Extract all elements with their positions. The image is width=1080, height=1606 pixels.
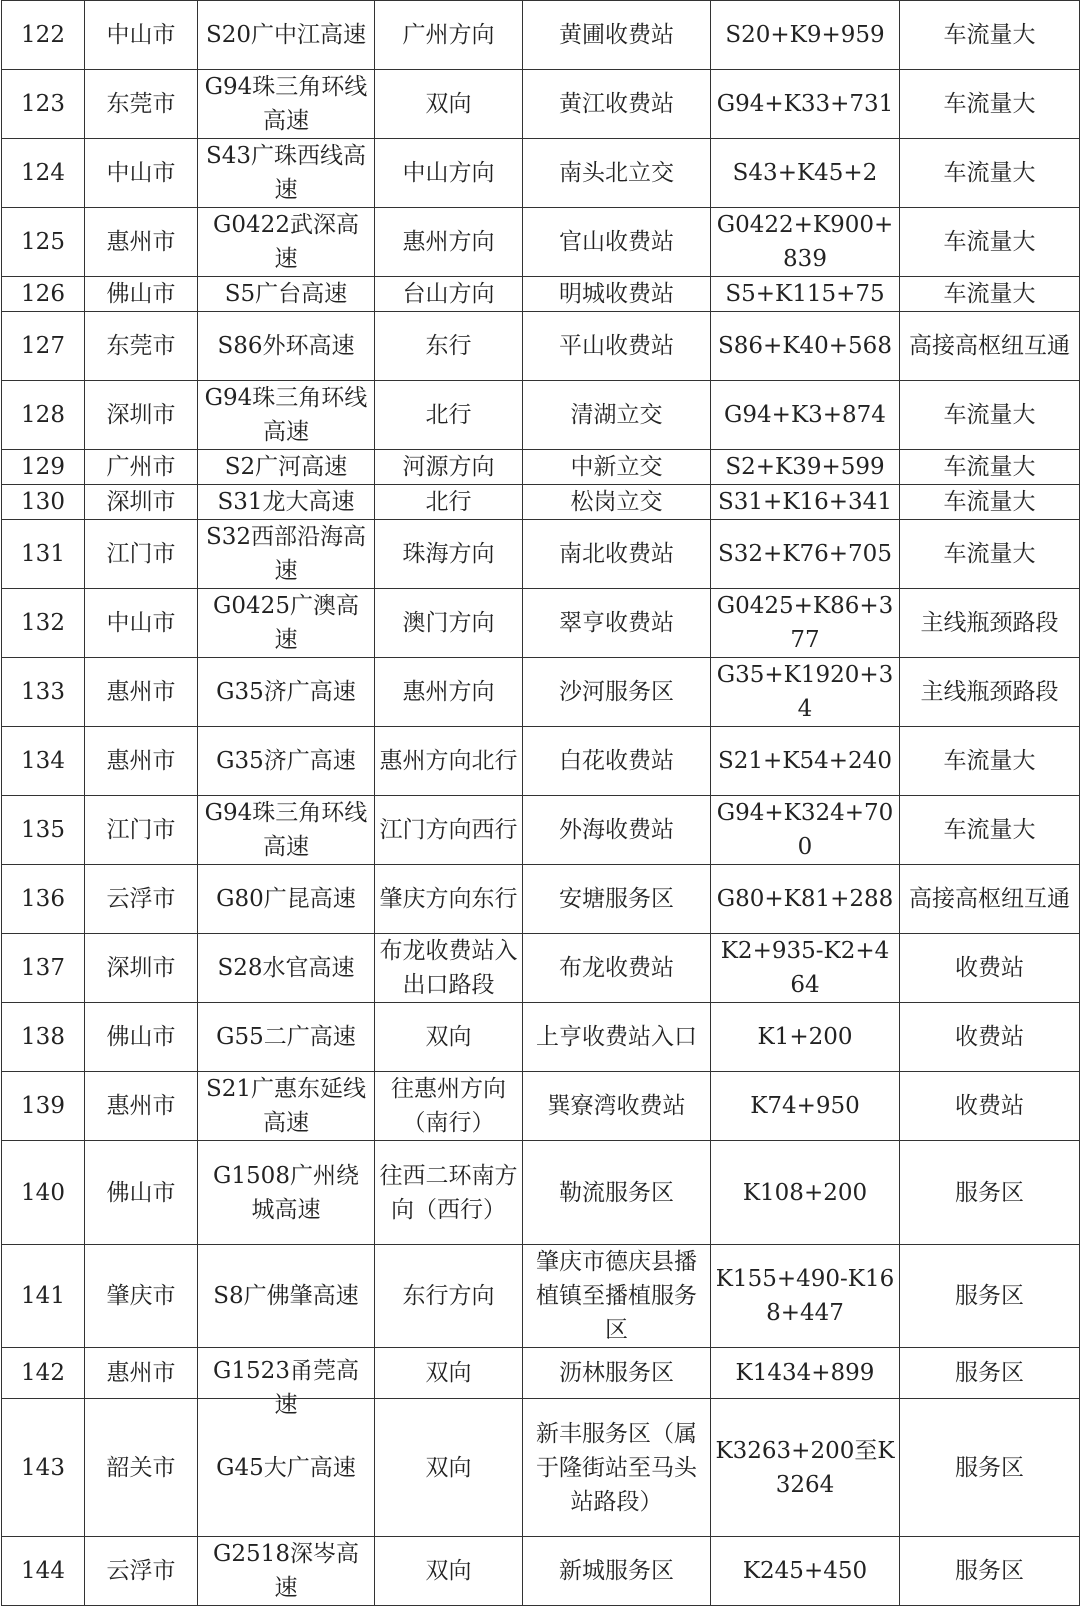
city-cell: 惠州市 xyxy=(85,1348,198,1399)
stake-cell: S21+K54+240 xyxy=(711,727,900,796)
road-cell: G0425广澳高速 xyxy=(198,589,375,658)
city-cell: 佛山市 xyxy=(85,277,198,312)
road-cell: S2广河高速 xyxy=(198,450,375,485)
reason-cell: 车流量大 xyxy=(900,70,1080,139)
road-cell: S5广台高速 xyxy=(198,277,375,312)
city-cell: 东莞市 xyxy=(85,312,198,381)
location-cell: 黄江收费站 xyxy=(523,70,711,139)
direction-cell: 惠州方向北行 xyxy=(375,727,523,796)
table-row xyxy=(2,1003,1080,1072)
location-cell: 松岗立交 xyxy=(523,485,711,520)
city-cell: 佛山市 xyxy=(85,1003,198,1072)
row-number: 126 xyxy=(2,277,85,312)
row-number: 142 xyxy=(2,1348,85,1399)
reason-cell: 主线瓶颈路段 xyxy=(900,589,1080,658)
reason-cell: 服务区 xyxy=(900,1399,1080,1537)
reason-cell: 服务区 xyxy=(900,1537,1080,1606)
stake-cell: S5+K115+75 xyxy=(711,277,900,312)
location-cell: 官山收费站 xyxy=(523,208,711,277)
table-row xyxy=(2,865,1080,934)
location-cell: 肇庆市德庆县播植镇至播植服务区 xyxy=(523,1245,711,1348)
row-number: 123 xyxy=(2,70,85,139)
row-number: 135 xyxy=(2,796,85,865)
table-row xyxy=(2,1072,1080,1141)
city-cell: 中山市 xyxy=(85,589,198,658)
location-cell: 黄圃收费站 xyxy=(523,1,711,70)
row-number: 143 xyxy=(2,1399,85,1537)
city-cell: 佛山市 xyxy=(85,1141,198,1245)
city-cell: 肇庆市 xyxy=(85,1245,198,1348)
table-row xyxy=(2,589,1080,658)
location-cell: 安塘服务区 xyxy=(523,865,711,934)
road-cell: G35济广高速 xyxy=(198,727,375,796)
direction-cell: 东行方向 xyxy=(375,1245,523,1348)
direction-cell: 肇庆方向东行 xyxy=(375,865,523,934)
city-cell: 深圳市 xyxy=(85,381,198,450)
direction-cell: 布龙收费站入出口路段 xyxy=(375,934,523,1003)
stake-cell: G0425+K86+377 xyxy=(711,589,900,658)
road-cell: G35济广高速 xyxy=(198,658,375,727)
road-cell: G1508广州绕城高速 xyxy=(198,1141,375,1245)
reason-cell: 车流量大 xyxy=(900,381,1080,450)
stake-cell: K1+200 xyxy=(711,1003,900,1072)
location-cell: 翠亨收费站 xyxy=(523,589,711,658)
road-cell: S28水官高速 xyxy=(198,934,375,1003)
road-cell: G80广昆高速 xyxy=(198,865,375,934)
city-cell: 中山市 xyxy=(85,1,198,70)
row-number: 124 xyxy=(2,139,85,208)
location-cell: 平山收费站 xyxy=(523,312,711,381)
stake-cell: K155+490-K168+447 xyxy=(711,1245,900,1348)
direction-cell: 东行 xyxy=(375,312,523,381)
road-cell: S43广珠西线高速 xyxy=(198,139,375,208)
table-row xyxy=(2,139,1080,208)
row-number: 122 xyxy=(2,1,85,70)
reason-cell: 收费站 xyxy=(900,1003,1080,1072)
direction-cell: 江门方向西行 xyxy=(375,796,523,865)
city-cell: 深圳市 xyxy=(85,934,198,1003)
direction-cell: 双向 xyxy=(375,1003,523,1072)
table-row xyxy=(2,381,1080,450)
direction-cell: 往西二环南方向（西行） xyxy=(375,1141,523,1245)
stake-cell: G94+K324+700 xyxy=(711,796,900,865)
road-cell: S86外环高速 xyxy=(198,312,375,381)
direction-cell: 北行 xyxy=(375,485,523,520)
road-cell: G0422武深高速 xyxy=(198,208,375,277)
row-number: 141 xyxy=(2,1245,85,1348)
reason-cell: 车流量大 xyxy=(900,727,1080,796)
stake-cell: K2+935-K2+464 xyxy=(711,934,900,1003)
reason-cell: 收费站 xyxy=(900,934,1080,1003)
city-cell: 云浮市 xyxy=(85,1537,198,1606)
row-number: 137 xyxy=(2,934,85,1003)
direction-cell: 双向 xyxy=(375,70,523,139)
location-cell: 布龙收费站 xyxy=(523,934,711,1003)
city-cell: 中山市 xyxy=(85,139,198,208)
table-row xyxy=(2,450,1080,485)
table-row xyxy=(2,1348,1080,1399)
road-cell: S32西部沿海高速 xyxy=(198,520,375,589)
row-number: 132 xyxy=(2,589,85,658)
row-number: 136 xyxy=(2,865,85,934)
location-cell: 南北收费站 xyxy=(523,520,711,589)
road-cell: S20广中江高速 xyxy=(198,1,375,70)
location-cell: 白花收费站 xyxy=(523,727,711,796)
row-number: 133 xyxy=(2,658,85,727)
row-number: 144 xyxy=(2,1537,85,1606)
city-cell: 韶关市 xyxy=(85,1399,198,1537)
location-cell: 沙河服务区 xyxy=(523,658,711,727)
city-cell: 惠州市 xyxy=(85,208,198,277)
direction-cell: 澳门方向 xyxy=(375,589,523,658)
stake-cell: S86+K40+568 xyxy=(711,312,900,381)
direction-cell: 中山方向 xyxy=(375,139,523,208)
table-row xyxy=(2,1399,1080,1537)
stake-cell: K3263+200至K3264 xyxy=(711,1399,900,1537)
stake-cell: G80+K81+288 xyxy=(711,865,900,934)
stake-cell: G0422+K900+839 xyxy=(711,208,900,277)
direction-cell: 惠州方向 xyxy=(375,208,523,277)
location-cell: 中新立交 xyxy=(523,450,711,485)
stake-cell: K74+950 xyxy=(711,1072,900,1141)
stake-cell: K1434+899 xyxy=(711,1348,900,1399)
road-cell: G94珠三角环线高速 xyxy=(198,70,375,139)
direction-cell: 台山方向 xyxy=(375,277,523,312)
stake-cell: K108+200 xyxy=(711,1141,900,1245)
reason-cell: 车流量大 xyxy=(900,520,1080,589)
table-row xyxy=(2,727,1080,796)
row-number: 139 xyxy=(2,1072,85,1141)
location-cell: 上亨收费站入口 xyxy=(523,1003,711,1072)
location-cell: 清湖立交 xyxy=(523,381,711,450)
reason-cell: 车流量大 xyxy=(900,208,1080,277)
city-cell: 深圳市 xyxy=(85,485,198,520)
location-cell: 新丰服务区（属于隆街站至马头站路段） xyxy=(523,1399,711,1537)
road-cell: S21广惠东延线高速 xyxy=(198,1072,375,1141)
stake-cell: G94+K33+731 xyxy=(711,70,900,139)
table-row xyxy=(2,208,1080,277)
row-number: 138 xyxy=(2,1003,85,1072)
reason-cell: 车流量大 xyxy=(900,485,1080,520)
road-cell: G45大广高速 xyxy=(198,1399,375,1537)
table-row xyxy=(2,796,1080,865)
row-number: 129 xyxy=(2,450,85,485)
reason-cell: 车流量大 xyxy=(900,1,1080,70)
table-row xyxy=(2,1537,1080,1606)
location-cell: 新城服务区 xyxy=(523,1537,711,1606)
location-cell: 沥林服务区 xyxy=(523,1348,711,1399)
reason-cell: 收费站 xyxy=(900,1072,1080,1141)
direction-cell: 北行 xyxy=(375,381,523,450)
city-cell: 东莞市 xyxy=(85,70,198,139)
reason-cell: 高接高枢纽互通 xyxy=(900,312,1080,381)
table-row xyxy=(2,1,1080,70)
stake-cell: K245+450 xyxy=(711,1537,900,1606)
table-row xyxy=(2,1141,1080,1245)
city-cell: 云浮市 xyxy=(85,865,198,934)
road-cell: G94珠三角环线高速 xyxy=(198,381,375,450)
table-row xyxy=(2,70,1080,139)
stake-cell: G35+K1920+34 xyxy=(711,658,900,727)
road-cell xyxy=(198,1348,375,1418)
road-cell: G94珠三角环线高速 xyxy=(198,796,375,865)
city-cell: 惠州市 xyxy=(85,658,198,727)
city-cell: 江门市 xyxy=(85,796,198,865)
reason-cell: 车流量大 xyxy=(900,139,1080,208)
row-number: 127 xyxy=(2,312,85,381)
direction-cell: 双向 xyxy=(375,1399,523,1537)
direction-cell: 珠海方向 xyxy=(375,520,523,589)
stake-cell: S31+K16+341 xyxy=(711,485,900,520)
road-cell: G55二广高速 xyxy=(198,1003,375,1072)
table-row xyxy=(2,520,1080,589)
stake-cell: S32+K76+705 xyxy=(711,520,900,589)
reason-cell: 高接高枢纽互通 xyxy=(900,865,1080,934)
road-cell: S31龙大高速 xyxy=(198,485,375,520)
stake-cell: S20+K9+959 xyxy=(711,1,900,70)
city-cell: 江门市 xyxy=(85,520,198,589)
direction-cell: 惠州方向 xyxy=(375,658,523,727)
row-number: 131 xyxy=(2,520,85,589)
city-cell: 惠州市 xyxy=(85,727,198,796)
row-number: 130 xyxy=(2,485,85,520)
direction-cell: 往惠州方向（南行） xyxy=(375,1072,523,1141)
table-row xyxy=(2,277,1080,312)
reason-cell: 车流量大 xyxy=(900,277,1080,312)
table-row xyxy=(2,1245,1080,1348)
table-body xyxy=(2,1,1080,1606)
location-cell: 巽寮湾收费站 xyxy=(523,1072,711,1141)
reason-cell: 车流量大 xyxy=(900,450,1080,485)
table-row xyxy=(2,485,1080,520)
row-number: 128 xyxy=(2,381,85,450)
reason-cell: 车流量大 xyxy=(900,796,1080,865)
stake-cell: G94+K3+874 xyxy=(711,381,900,450)
reason-cell: 服务区 xyxy=(900,1245,1080,1348)
direction-cell: 河源方向 xyxy=(375,450,523,485)
stake-cell: S43+K45+2 xyxy=(711,139,900,208)
direction-cell: 双向 xyxy=(375,1348,523,1399)
table-row xyxy=(2,934,1080,1003)
reason-cell: 服务区 xyxy=(900,1141,1080,1245)
row-number: 125 xyxy=(2,208,85,277)
road-cell: G2518深岑高速 xyxy=(198,1537,375,1606)
location-cell: 外海收费站 xyxy=(523,796,711,865)
city-cell: 惠州市 xyxy=(85,1072,198,1141)
location-cell: 明城收费站 xyxy=(523,277,711,312)
highway-checkpoint-table xyxy=(1,0,1080,1606)
city-cell: 广州市 xyxy=(85,450,198,485)
stake-cell: S2+K39+599 xyxy=(711,450,900,485)
road-cell: S8广佛肇高速 xyxy=(198,1245,375,1348)
table-row xyxy=(2,312,1080,381)
row-number: 134 xyxy=(2,727,85,796)
table-row xyxy=(2,658,1080,727)
reason-cell: 服务区 xyxy=(900,1348,1080,1399)
road-text: G1523甬莞高速 xyxy=(213,1358,359,1418)
row-number: 140 xyxy=(2,1141,85,1245)
direction-cell: 广州方向 xyxy=(375,1,523,70)
reason-cell: 主线瓶颈路段 xyxy=(900,658,1080,727)
location-cell: 勒流服务区 xyxy=(523,1141,711,1245)
location-cell: 南头北立交 xyxy=(523,139,711,208)
direction-cell: 双向 xyxy=(375,1537,523,1606)
